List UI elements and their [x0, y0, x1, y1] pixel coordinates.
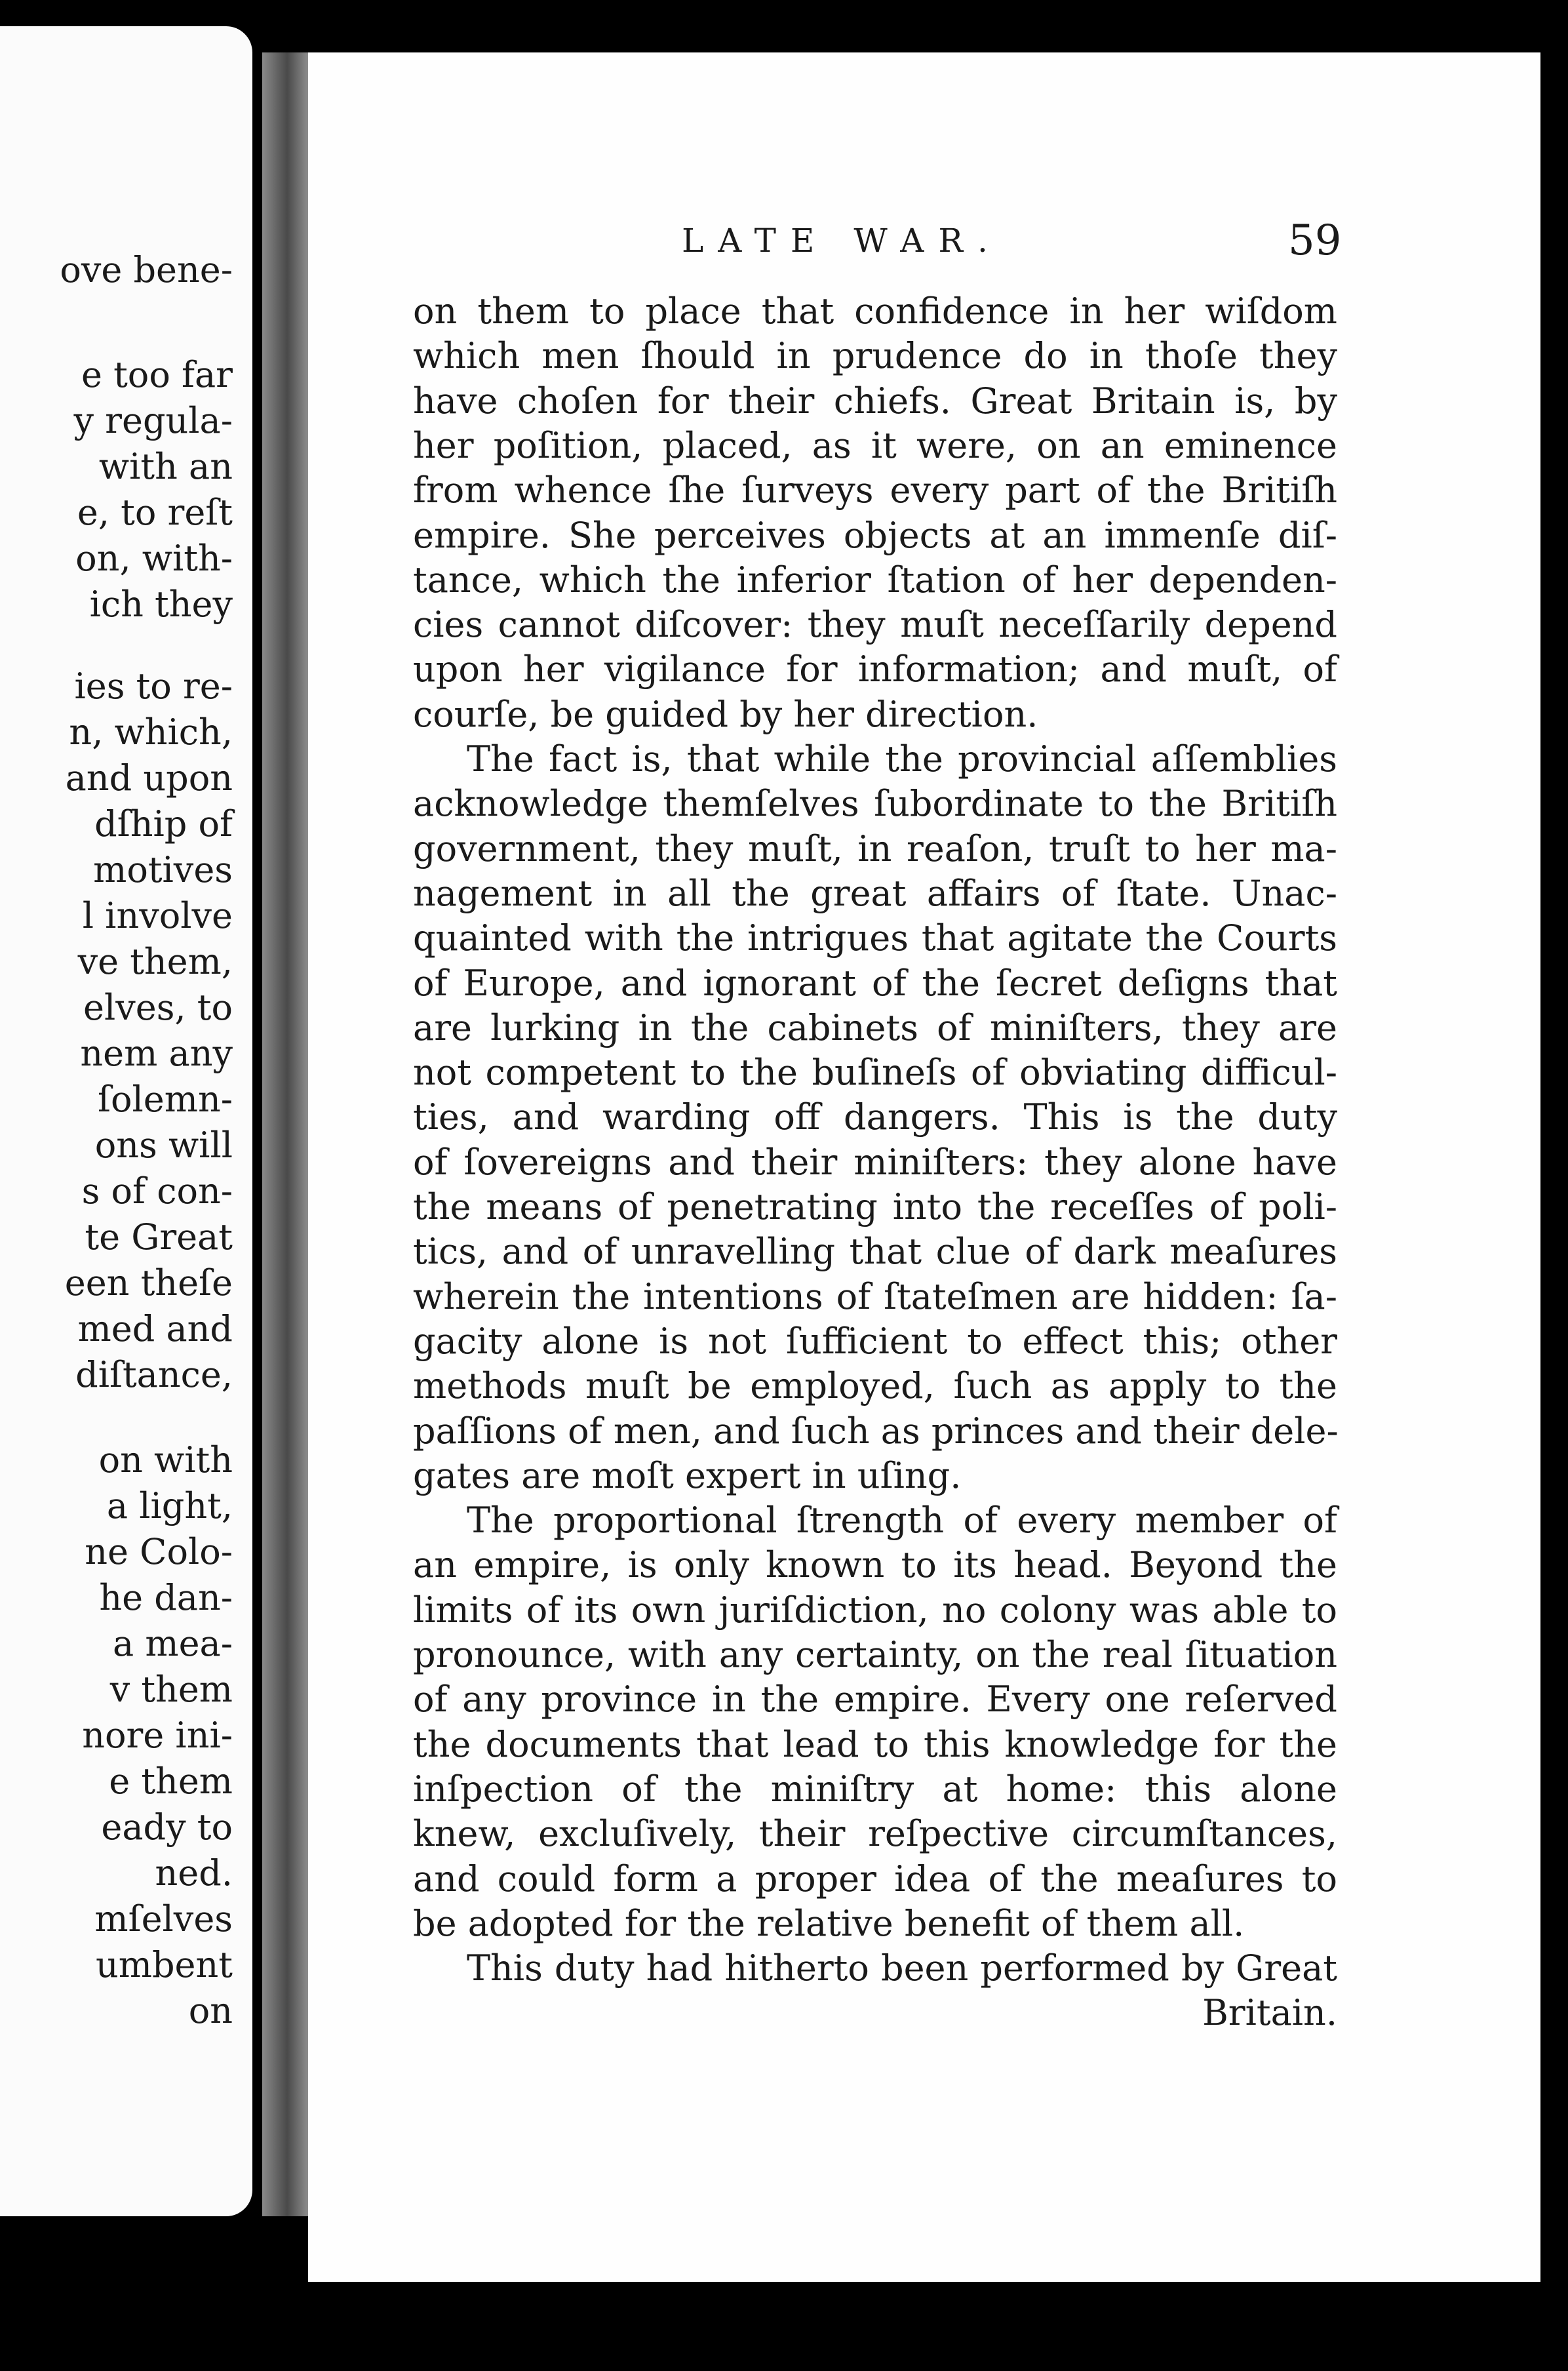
facing-page-line: ich they: [89, 584, 233, 625]
body-line: pronounce, with any certainty, on the real ſituation: [413, 1634, 1337, 1675]
body-line: be adopted for the relative benefit of them all.: [413, 1903, 1245, 1944]
body-line: courſe, be guided by her direction.: [413, 694, 1038, 735]
facing-page-line: and upon: [65, 757, 233, 799]
facing-page-line: dſhip of: [94, 803, 233, 845]
facing-page-line: ons will: [94, 1125, 233, 1166]
facing-page-line: elves, to: [83, 987, 233, 1028]
facing-page-line: motives: [93, 849, 233, 890]
body-line: upon her vigilance for information; and muſt, of: [413, 648, 1337, 690]
body-line: on them to place that confidence in her wiſdom: [413, 290, 1337, 332]
body-line: and could form a proper idea of the meaſures to: [413, 1858, 1337, 1900]
body-line: inſpection of the miniſtry at home: this alone: [413, 1768, 1337, 1810]
facing-page-line: een theſe: [64, 1262, 233, 1304]
facing-page-line: a mea-: [113, 1623, 233, 1664]
facing-page-line: a light,: [106, 1485, 233, 1526]
facing-page-line: ned.: [155, 1852, 233, 1894]
body-line: from whence ſhe ſurveys every part of the Britiſh: [413, 469, 1337, 511]
body-line: quainted with the intrigues that agitate the Courts: [413, 917, 1337, 959]
body-line: Britain.: [1202, 1992, 1337, 2033]
facing-page-line: ſolemn-: [98, 1079, 233, 1120]
body-line: nagement in all the great affairs of ſtate. Unac-: [413, 873, 1337, 914]
facing-page-line: ies to re-: [74, 666, 233, 707]
body-line: gates are moſt expert in uſing.: [413, 1455, 962, 1496]
body-line: are lurking in the cabinets of miniſters, they are: [413, 1007, 1337, 1048]
facing-page-line: l involve: [82, 895, 233, 936]
facing-page-line: y regula-: [73, 400, 233, 441]
facing-page-line: te Great: [85, 1216, 233, 1258]
facing-page-line: e them: [109, 1761, 233, 1802]
facing-page-line: on, with-: [75, 538, 233, 579]
body-line: tics, and of unravelling that clue of dark meaſures: [413, 1231, 1337, 1272]
body-line: her poſition, placed, as it were, on an eminence: [413, 425, 1337, 466]
facing-page-line: med and: [77, 1308, 233, 1349]
body-line: government, they muſt, in reaſon, truſt to her ma-: [413, 828, 1337, 869]
body-line: acknowledge themſelves ſubordinate to the Britiſh: [413, 783, 1337, 824]
facing-page-line: he dan-: [99, 1577, 233, 1618]
facing-page-line: e too far: [81, 354, 233, 395]
body-line: the documents that lead to this knowledge for the: [413, 1724, 1337, 1765]
body-line: of any province in the empire. Every one reſerved: [413, 1679, 1337, 1720]
running-title: LATE WAR.: [682, 222, 1002, 260]
facing-page-line: ove bene-: [60, 249, 233, 290]
body-line: an empire, is only known to its head. Beyond the: [413, 1544, 1337, 1585]
facing-page-line: diſtance,: [75, 1354, 233, 1395]
facing-page-line: with an: [98, 446, 233, 487]
body-line: tance, which the inferior ſtation of her dependen-: [413, 559, 1337, 601]
body-line: knew, excluſively, their reſpective circumſtances,: [413, 1813, 1337, 1854]
facing-page-line: n, which,: [69, 711, 233, 753]
facing-page-line: eady to: [101, 1806, 233, 1848]
body-line: of ſovereigns and their miniſters: they alone have: [413, 1142, 1337, 1183]
facing-page-line: on with: [98, 1439, 233, 1481]
facing-page: [0, 26, 252, 2216]
facing-page-line: nem any: [80, 1033, 233, 1074]
body-line: The fact is, that while the provincial aſſemblies: [467, 738, 1337, 780]
body-line: have choſen for their chiefs. Great Britain is, by: [413, 380, 1337, 422]
body-line: wherein the intentions of ſtateſmen are hidden: ſa-: [413, 1276, 1337, 1317]
facing-page-line: v them: [109, 1669, 233, 1710]
facing-page-line: ve them,: [77, 941, 233, 982]
body-line: gacity alone is not ſufficient to effect this; other: [413, 1321, 1337, 1362]
body-line: paſſions of men, and ſuch as princes and their dele-: [413, 1410, 1339, 1452]
facing-page-line: mſelves: [94, 1898, 233, 1940]
body-line: of Europe, and ignorant of the ſecret deſigns that: [413, 963, 1337, 1004]
facing-page-line: e, to reſt: [77, 492, 233, 533]
facing-page-line: ne Colo-: [85, 1531, 233, 1572]
page-number: 59: [1288, 216, 1342, 265]
body-line: The proportional ſtrength of every member of: [467, 1500, 1337, 1541]
body-line: empire. She perceives objects at an immenſe diſ-: [413, 515, 1337, 556]
facing-page-line: s of con-: [81, 1170, 233, 1212]
body-line: limits of its own juriſdiction, no colony was able to: [413, 1589, 1337, 1631]
body-line: This duty had hitherto been performed by Great: [467, 1947, 1337, 1989]
facing-page-line: umbent: [96, 1944, 233, 1985]
body-line: methods muſt be employed, ſuch as apply to the: [413, 1365, 1337, 1406]
facing-page-line: on: [188, 1990, 233, 2031]
body-line: ties, and warding off dangers. This is the duty: [413, 1096, 1337, 1138]
body-line: cies cannot diſcover: they muſt neceſſarily depend: [413, 604, 1337, 645]
body-line: which men ſhould in prudence do in thoſe they: [413, 335, 1337, 376]
body-line: the means of penetrating into the receſſes of poli-: [413, 1186, 1337, 1227]
body-line: not competent to the buſineſs of obviating difficul-: [413, 1052, 1337, 1093]
facing-page-line: nore ini-: [82, 1715, 233, 1756]
